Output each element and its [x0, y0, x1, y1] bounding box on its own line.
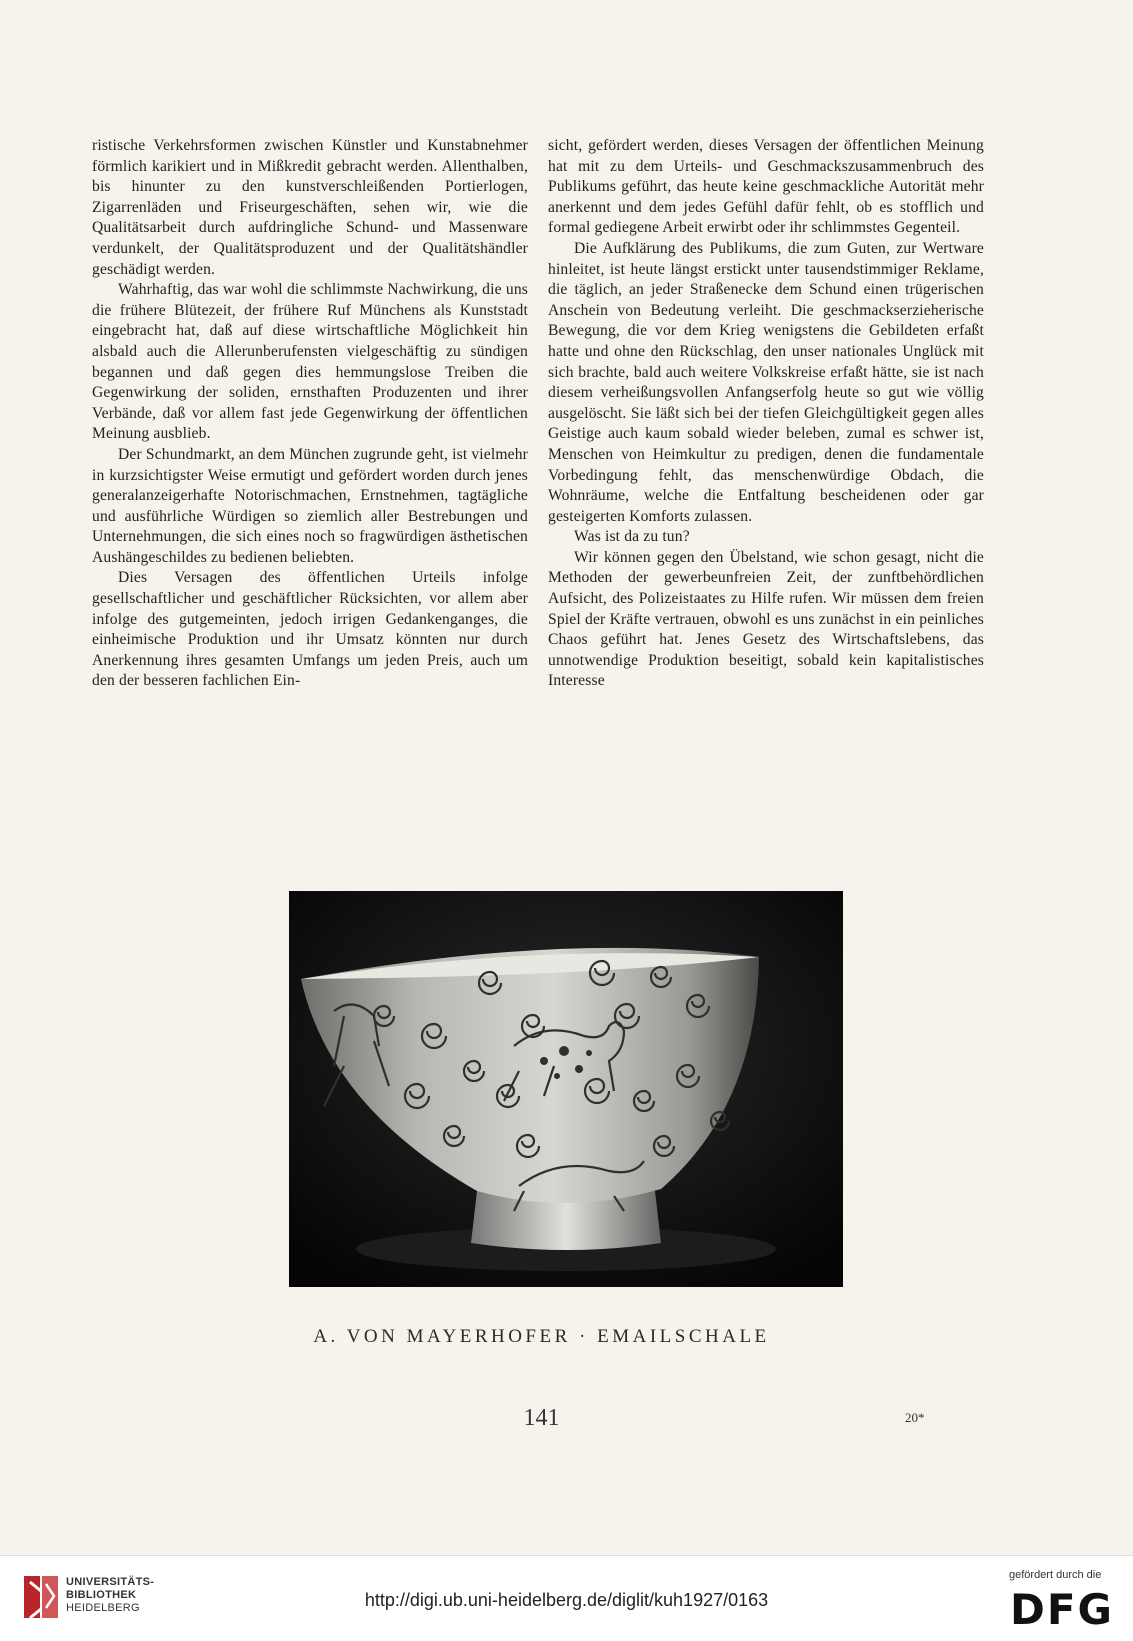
library-name-line: HEIDELBERG	[66, 1602, 140, 1614]
library-name-line: BIBLIOTHEK	[66, 1589, 137, 1601]
page-number: 141	[523, 1405, 560, 1431]
paragraph: Dies Versagen des öffentlichen Urteils infolge gesellschaftlicher und geschäftlicher Rücksichten, vor allem aber infolge des gutgemeinten, jedoch irrigen Gedankenganges, die einheimische Produktion und ihr Umsatz könnten nur durch Anerkennung ihres gesamten Umfangs um jeden Preis, auch um den der besseren fachlichen Ein-	[92, 569, 528, 690]
paragraph: ristische Verkehrsformen zwischen Künstler und Kunstabnehmer förmlich karikiert und in Mißkredit gebracht werden. Allenthalben, bis hinunter zu den kunstverschleißenden Portierlogen, Zigarrenläden und Friseurgeschäften, sehen wir, wie die Qualitätsarbeit durch aufdringliche Schund- und Massenware verdunkelt, der Qualitätsproduzent und der Qualitätshändler geschädigt werden.	[92, 137, 528, 278]
enamel-bowl-icon	[289, 891, 843, 1287]
bowl-photograph	[289, 891, 843, 1287]
signature-mark: 20*	[905, 1410, 925, 1425]
paragraph: Wir können gegen den Übelstand, wie schon gesagt, nicht die Methoden der gewerbeunfreien Zeit, der zunftbehördlichen Aufsicht, des Polizeistaates zu Hilfe rufen. Wir müssen dem freien Spiel der Kräfte vertrauen, obwohl es uns zunächst in ein peinliches Chaos geführt hat. Jenes Gesetz des Wirtschaftslebens, das unnotwendige Produktion beseitigt, sobald kein kapitalistisches Interesse	[548, 548, 984, 690]
funded-by-label: gefördert durch die	[1009, 1569, 1102, 1581]
paragraph: Was ist da zu tun?	[574, 528, 690, 546]
paragraph: Wahrhaftig, das war wohl die schlimmste Nachwirkung, die uns die frühere Blütezeit, der frühere Ruf Münchens als Kunststadt eingebracht hat, daß auf diese wirtschaftliche Möglichkeit hin alsbald auch die Allerunberufensten vielgeschäftig zu sündigen begannen und daß gegen dies hemmungslose Treiben die Gegenwirkung der soliden, ernsthaften Produzenten und ihrer Verbände, daß vor allem fast jede Gegenwirkung der öffentlichen Meinung ausblieb.	[92, 281, 528, 443]
paragraph: Der Schundmarkt, an dem München zugrunde geht, ist vielmehr in kurzsichtigster Weise ermutigt und gefördert worden durch jenes generalanzeigerhafte Notorischmachen, Ernstnehmen, tagtägliche und ausführliche Würdigen so ziemlich aller Bestrebungen und Unternehmungen, die sich eines noch so fragwürdigen ästhetischen Aushängeschildes zu bedienen beliebten.	[92, 445, 528, 566]
library-name-line: UNIVERSITÄTS-	[66, 1576, 155, 1588]
permalink-url[interactable]: http://digi.ub.uni-heidelberg.de/diglit/kuh1927/0163	[364, 1590, 769, 1610]
figure-caption: A. VON MAYERHOFER · EMAILSCHALE	[313, 1326, 770, 1347]
text-column-left	[92, 136, 528, 692]
paragraph: Die Aufklärung des Publikums, die zum Guten, zur Wertware hinleitet, ist heute längst erstickt unter tausendstimmiger Reklame, die täglich, an jeder Straßenecke dem Schund einen trügerischen Anschein von Bedeutung verleiht. Die geschmackserzieherische Bewegung, die vor dem Krieg wenigstens die Gebildeten erfaßt hatte und ohne den Rückschlag, den unser nationales Unglück mit sich brachte, bald auch weitere Volkskreise erfaßt hätte, sie ist nach diesem verheißungsvollen Anfangserfolg heute so gut wie völlig ausgelöscht. Sie läßt sich bei der tiefen Gleichgültigkeit gegen alles Geistige auch kaum sobald wieder beleben, zumal es schwer ist, Menschen von Heimkultur zu predigen, denen die fundamentale Vorbedingung fehlt, das menschenwürdige Obdach, die Wohnräume, welche die Entfaltung bescheidenen oder gar gesteigerten Komforts zulassen.	[548, 239, 984, 525]
paragraph: sicht, gefördert werden, dieses Versagen der öffentlichen Meinung hat mit zu dem Urteils- und Geschmackszusammenbruch des Publikums geführt, das heute keine geschmackliche Autorität mehr anerkennt und dem jedes Gefühl dafür fehlt, ob es stofflich und formal gediegene Arbeit erwirbt oder ihr schlimmstes Gegenteil.	[548, 137, 984, 237]
text-column-right	[548, 136, 984, 692]
viewer-footer	[0, 1555, 1133, 1641]
dfg-logo[interactable]: DFG	[1010, 1585, 1115, 1634]
